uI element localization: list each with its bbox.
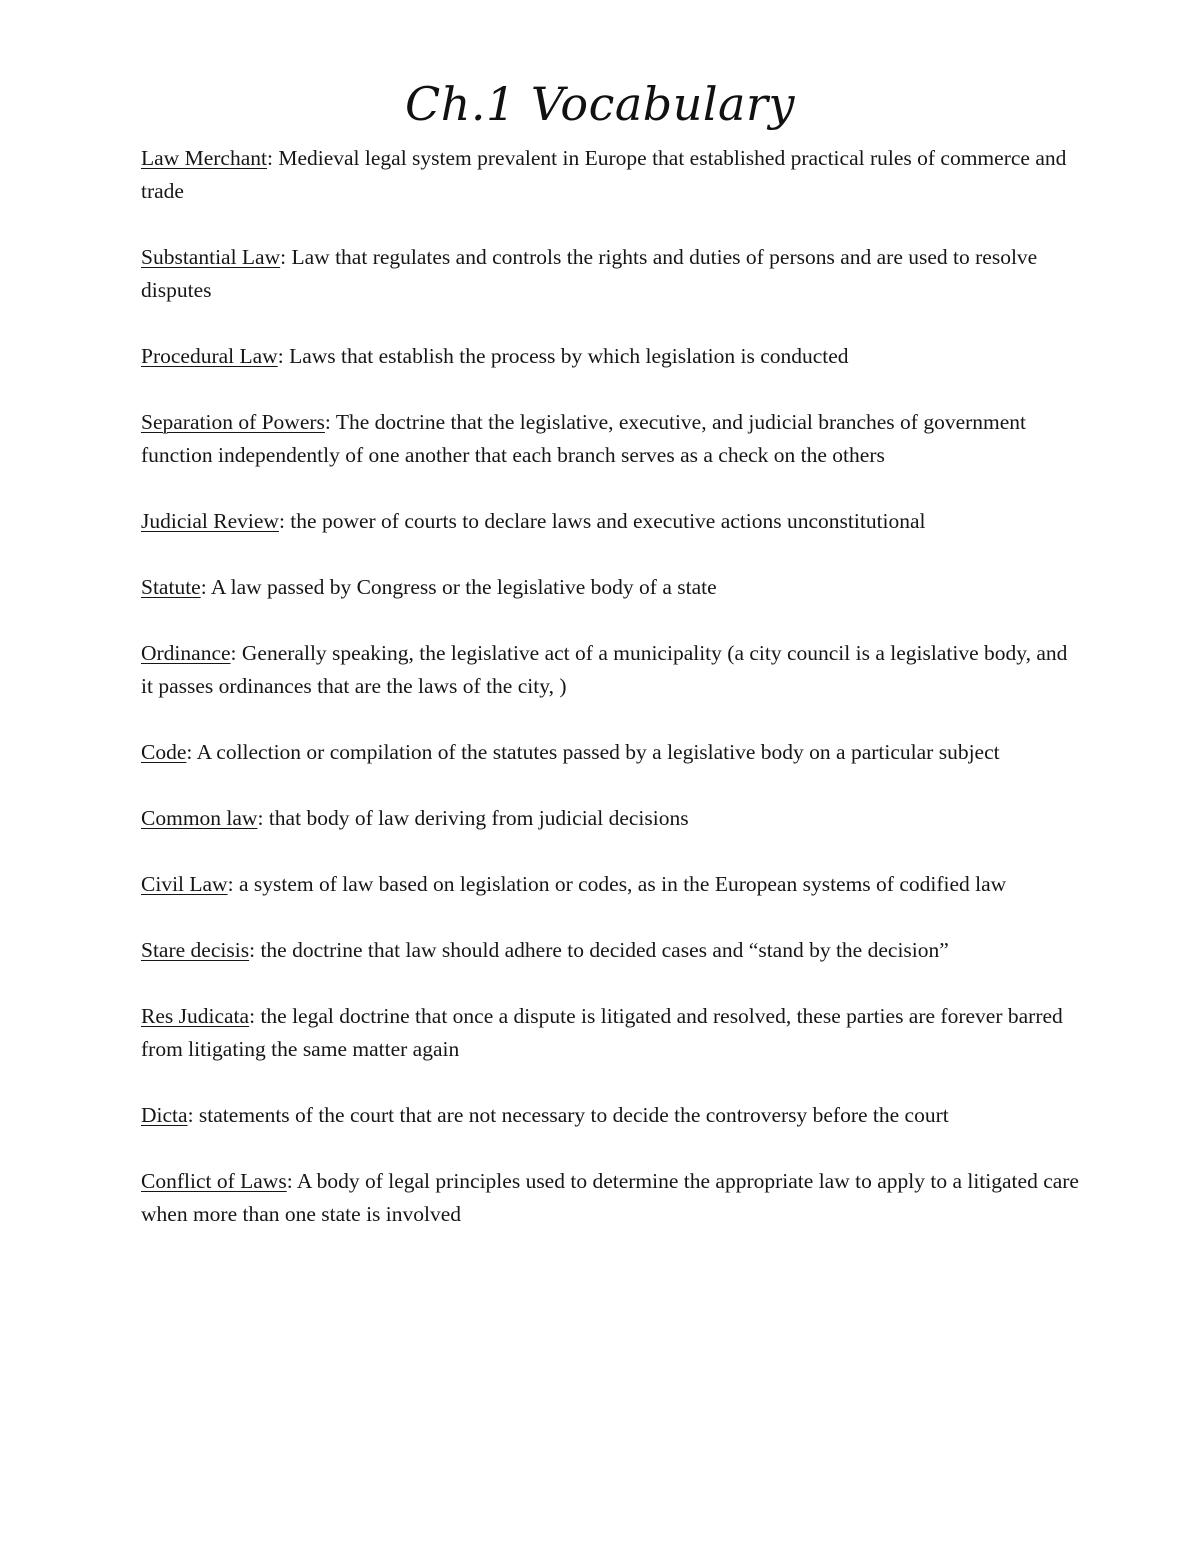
vocabulary-entry: Law Merchant: Medieval legal system prevalent in Europe that established practical rules of commerce and trade xyxy=(141,146,1067,203)
vocabulary-term: Code xyxy=(141,740,187,764)
vocabulary-term: Dicta xyxy=(141,1103,188,1127)
vocabulary-definition: A collection or compilation of the statutes passed by a legislative body on a particular subject xyxy=(196,740,1000,764)
vocabulary-term: Judicial Review xyxy=(141,509,279,533)
vocabulary-definition: that body of law deriving from judicial decisions xyxy=(268,806,689,830)
vocabulary-definition: The doctrine that the legislative, executive, and judicial branches of government function independently of one another that each branch serves as a check on the others xyxy=(141,410,1027,467)
vocabulary-entry: Ordinance: Generally speaking, the legislative act of a municipality (a city council is a legislative body, and it passes ordinances that are the laws of the city, ) xyxy=(141,641,1068,698)
vocabulary-entry: Conflict of Laws: A body of legal principles used to determine the appropriate law to apply to a litigated care when more than one state is involved xyxy=(141,1169,1079,1226)
vocabulary-term: Separation of Powers xyxy=(141,410,325,434)
vocabulary-term: Ordinance xyxy=(141,641,231,665)
vocabulary-definition: Laws that establish the process by which legislation is conducted xyxy=(289,344,849,368)
vocabulary-term: Conflict of Laws xyxy=(141,1169,287,1193)
vocabulary-entry: Dicta: statements of the court that are not necessary to decide the controversy before the court xyxy=(141,1103,949,1127)
vocabulary-term: Substantial Law xyxy=(141,245,281,269)
vocabulary-term: Stare decisis xyxy=(141,938,250,962)
vocabulary-entry: Statute: A law passed by Congress or the legislative body of a state xyxy=(141,575,717,599)
vocabulary-entry: Separation of Powers: The doctrine that the legislative, executive, and judicial branches of government function independently of one another that each branch serves as a check on the others xyxy=(141,410,1027,467)
vocabulary-term: Law Merchant xyxy=(141,146,267,170)
vocabulary-term: Res Judicata xyxy=(141,1004,250,1028)
vocabulary-definition: A body of legal principles used to determine the appropriate law to apply to a litigated care when more than one state is involved xyxy=(141,1169,1079,1226)
vocabulary-definition: a system of law based on legislation or codes, as in the European systems of codified law xyxy=(238,872,1007,896)
vocabulary-term: Statute xyxy=(141,575,201,599)
vocabulary-entry: Judicial Review: the power of courts to declare laws and executive actions unconstitutional xyxy=(141,509,926,533)
vocabulary-entry: Stare decisis: the doctrine that law should adhere to decided cases and “stand by the decision” xyxy=(141,938,949,962)
vocabulary-definition: A law passed by Congress or the legislative body of a state xyxy=(210,575,717,599)
vocabulary-entry: Civil Law: a system of law based on legislation or codes, as in the European systems of codified law xyxy=(141,872,1007,896)
vocabulary-entry: Code: A collection or compilation of the statutes passed by a legislative body on a particular subject xyxy=(141,740,1000,764)
vocabulary-definition: the doctrine that law should adhere to decided cases and “stand by the decision” xyxy=(260,938,949,962)
vocabulary-entry: Common law: that body of law deriving from judicial decisions xyxy=(141,806,689,830)
vocabulary-term: Procedural Law xyxy=(141,344,278,368)
vocabulary-definition: the power of courts to declare laws and executive actions unconstitutional xyxy=(290,509,926,533)
vocabulary-term: Civil Law xyxy=(141,872,228,896)
page-title: Ch.1 Vocabulary xyxy=(405,77,795,131)
vocabulary-list xyxy=(141,142,1081,1264)
vocabulary-definition: statements of the court that are not necessary to decide the controversy before the court xyxy=(198,1103,949,1127)
vocabulary-term: Common law xyxy=(141,806,258,830)
vocabulary-entry: Res Judicata: the legal doctrine that once a dispute is litigated and resolved, these parties are forever barred from litigating the same matter again xyxy=(141,1004,1063,1061)
vocabulary-definition: the legal doctrine that once a dispute is litigated and resolved, these parties are forever barred from litigating the same matter again xyxy=(141,1004,1063,1061)
vocabulary-definition: Generally speaking, the legislative act of a municipality (a city council is a legislative body, and it passes ordinances that are the laws of the city, ) xyxy=(141,641,1068,698)
vocabulary-entry: Substantial Law: Law that regulates and controls the rights and duties of persons and are used to resolve disputes xyxy=(141,245,1038,302)
vocabulary-definition: Medieval legal system prevalent in Europe that established practical rules of commerce and trade xyxy=(141,146,1067,203)
vocabulary-definition: Law that regulates and controls the rights and duties of persons and are used to resolve disputes xyxy=(141,245,1038,302)
vocabulary-entry: Procedural Law: Laws that establish the process by which legislation is conducted xyxy=(141,344,849,368)
